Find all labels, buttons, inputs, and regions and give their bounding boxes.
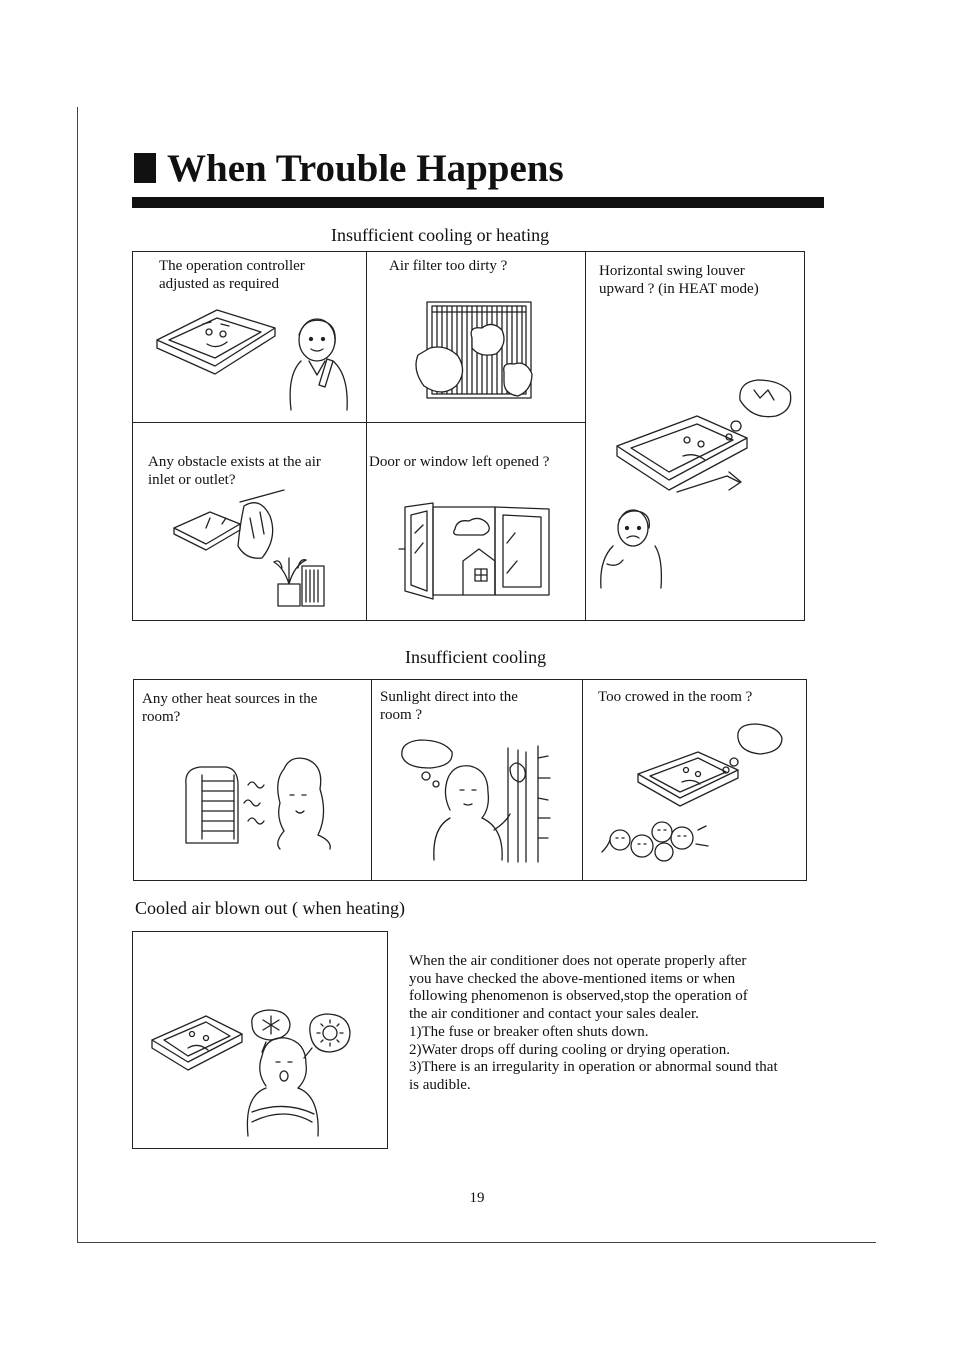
filter-icon	[410, 300, 540, 405]
note-line: 2)Water drops off during cooling or drying operation.	[409, 1041, 730, 1058]
contact-dealer-note	[409, 953, 809, 1095]
cell-door-text	[369, 453, 549, 471]
title-marker	[134, 153, 156, 183]
sunlight-person-icon	[398, 738, 558, 863]
cell-sunlight-text	[380, 688, 518, 724]
text-line: Door or window left opened ?	[369, 454, 550, 470]
section-title-heating: Cooled air blown out ( when heating)	[135, 898, 405, 918]
sun-icon	[317, 1020, 343, 1046]
snowflake-icon	[263, 1016, 279, 1034]
note-line: When the air conditioner does not operate properly after	[409, 953, 747, 969]
heater-icon	[180, 755, 335, 850]
grid-divider	[585, 251, 586, 621]
text-line: Too crowed in the room ?	[598, 689, 753, 705]
note-line: you have checked the above-mentioned items or when	[409, 970, 736, 987]
note-line: following phenomenon is observed,stop the operation of	[409, 988, 748, 1005]
text-line: adjusted as required	[159, 276, 279, 292]
grid-divider	[582, 679, 583, 881]
text-line: inlet or outlet?	[148, 472, 236, 488]
note-line: 1)The fuse or breaker often shuts down.	[409, 1023, 649, 1040]
margin-line-left	[77, 107, 78, 1243]
text-line: Air filter too dirty ?	[389, 258, 508, 274]
text-line: room?	[142, 709, 181, 725]
window-icon	[395, 503, 555, 599]
note-line: is audible.	[409, 1076, 471, 1093]
title-underline	[132, 197, 824, 208]
cell-louver-text	[599, 262, 759, 298]
cooled-air-person-icon	[148, 1008, 358, 1140]
cell-filter-text	[389, 257, 507, 275]
margin-line-bottom	[77, 1242, 876, 1243]
cell-controller-text	[159, 257, 305, 293]
text-line: Any other heat sources in the	[142, 691, 318, 707]
section-title-cooling-heating: Insufficient cooling or heating	[331, 225, 550, 245]
obstacle-plant-icon	[170, 488, 330, 610]
cell-crowded-text	[598, 688, 752, 706]
text-line: Sunlight direct into the	[380, 689, 518, 705]
text-line: room ?	[380, 707, 423, 723]
cell-obstacle-text	[148, 453, 321, 489]
section-title-cooling: Insufficient cooling	[405, 647, 547, 667]
air-conditioner-and-person-icon	[152, 300, 357, 415]
grid-divider	[366, 251, 367, 621]
text-line: The operation controller	[159, 258, 305, 274]
text-line: upward ? (in HEAT mode)	[599, 281, 759, 297]
text-line: Horizontal swing louver	[599, 263, 745, 279]
grid-divider	[132, 422, 585, 423]
air-conditioner-louver-icon	[592, 376, 797, 598]
crowded-room-icon	[598, 722, 798, 864]
note-line: 3)There is an irregularity in operation or abnormal sound that	[409, 1059, 778, 1076]
page-number: 19	[469, 1190, 485, 1206]
note-line: the air conditioner and contact your sales dealer.	[409, 1006, 699, 1023]
cell-heat-sources-text	[142, 690, 317, 726]
text-line: Any obstacle exists at the air	[148, 454, 321, 470]
grid-divider	[371, 679, 372, 881]
page-title: When Trouble Happens	[167, 147, 564, 190]
